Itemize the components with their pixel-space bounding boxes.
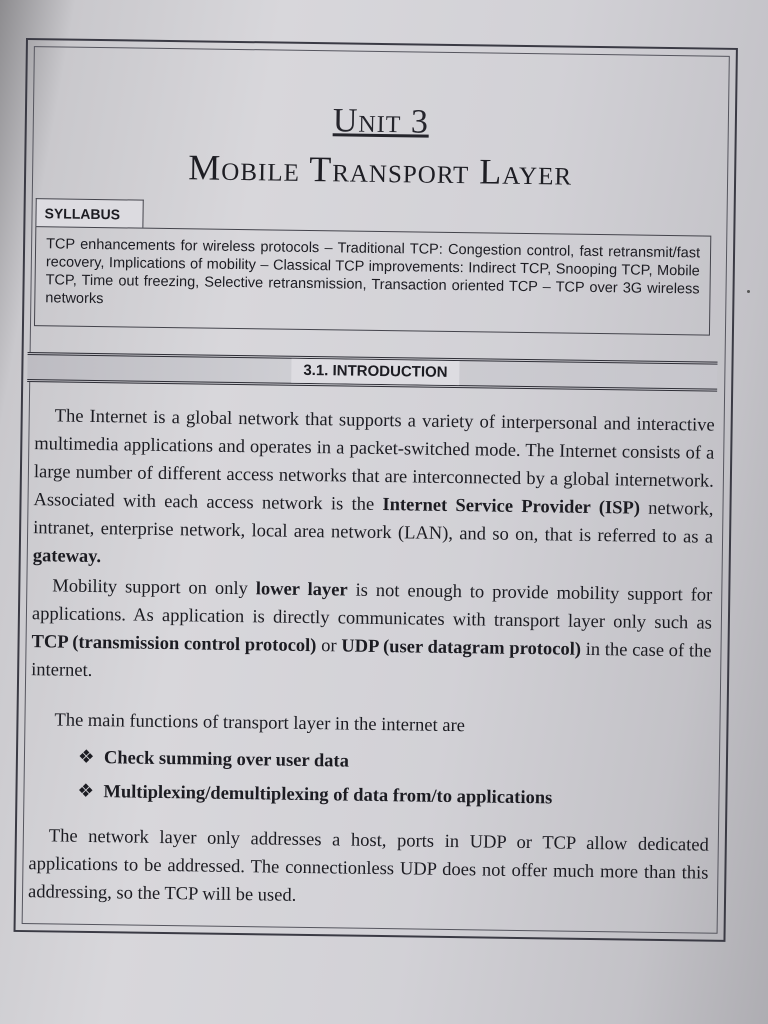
p2-bold-tcp: TCP (transmission control protocol) — [31, 632, 317, 657]
unit-title: Unit 3 — [332, 102, 430, 141]
paragraph-1 — [33, 402, 715, 579]
function-list — [77, 741, 553, 816]
p1-text-c: network, intranet, enterprise network, local area network (LAN), and so on, that is referred to as a — [33, 498, 714, 548]
paragraph-2 — [31, 572, 712, 693]
p1-text-a: The Internet is a global network that supports a variety of interpersonal and interactive multimedia applications and operates in a packet-switched mode. The Internet consists of a large number of different access networks that are interconnected by a global internetwork. Associated with each access network is the — [33, 406, 715, 516]
p2-bold-lower-layer: lower layer — [255, 579, 348, 601]
p2-bold-udp: UDP (user datagram protocol) — [341, 636, 582, 660]
list-item — [77, 775, 552, 816]
syllabus-text: TCP enhancements for wireless protocols – Traditional TCP: Congestion control, fast retransmit/fast recovery, Implications of mobility – Classical TCP improvements: Indirect TCP, Snooping TCP, Mobile TCP, Time out freezing, Selective retransmission, Transaction oriented TCP – TCP over 3G wireless networks — [34, 226, 711, 335]
diamond-bullet-icon: ❖ — [77, 747, 95, 769]
p1-bold-isp: Internet Service Provider (ISP) — [382, 495, 641, 519]
bullet-text: Check summing over user data — [103, 748, 350, 772]
p2-text-d: or — [316, 636, 342, 657]
page-mark — [747, 290, 750, 293]
p1-bold-gateway: gateway. — [32, 546, 102, 568]
chapter-title: Mobile Transport Layer — [188, 147, 573, 193]
p2-text-e: in the case of the internet. — [31, 639, 712, 681]
section-heading: 3.1. INTRODUCTION — [291, 359, 460, 385]
syllabus-label: SYLLABUS — [35, 198, 143, 228]
p2-text-a: Mobility support on only — [52, 576, 256, 600]
bullet-text: Multiplexing/demultiplexing of data from/to applications — [103, 782, 553, 809]
p2-text-c: is not enough to provide mobility support for applications. As application is directly communicates with transport layer only such as — [31, 580, 713, 634]
page-frame — [14, 38, 738, 942]
paragraph-4: The network layer only addresses a host, ports in UDP or TCP allow dedicated applications to be addressed. The connectionless UDP does not offer much more than this addressing, so the TCP will be used. — [27, 826, 709, 906]
diamond-bullet-icon: ❖ — [77, 781, 95, 803]
paragraph-3: The main functions of transport layer in the internet are — [54, 710, 466, 737]
